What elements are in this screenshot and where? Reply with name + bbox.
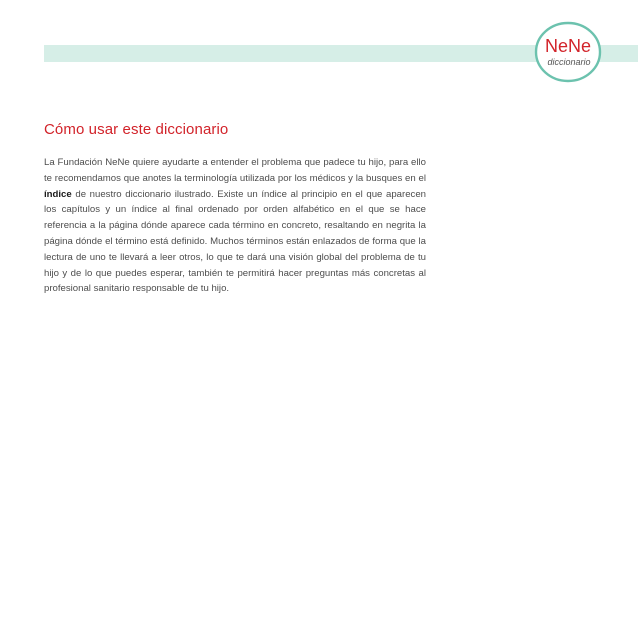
paragraph-bold-term: índice: [44, 188, 72, 200]
body-paragraph: [44, 155, 426, 297]
logo-subtitle: diccionario: [547, 57, 591, 67]
paragraph-text-end: de nuestro diccionario ilustrado. Existe un índice al principio en el que aparecen los capítulos y un índice al final ordenado por orden alfabético en el que se hace referencia a la página dónde aparece cada término en concreto, resaltando en negrita la página dónde el término está definido. Muchos términos están enlazados de forma que la lectura de uno te llevará a leer otros, lo que te dará una visión global del problema de tu hijo y de lo que puedes esperar, también te permitirá hacer preguntas más concretas al profesional sanitario responsable de tu hijo.: [44, 188, 426, 295]
paragraph-text-start: La Fundación NeNe quiere ayudarte a entender el problema que padece tu hijo, para ello te recomendamos que anotes la terminología utilizada por los médicos y la busques en el: [44, 157, 426, 184]
logo-name: NeNe: [544, 36, 592, 56]
section-title: Cómo usar este diccionario: [44, 121, 229, 138]
nene-logo: [532, 20, 604, 86]
